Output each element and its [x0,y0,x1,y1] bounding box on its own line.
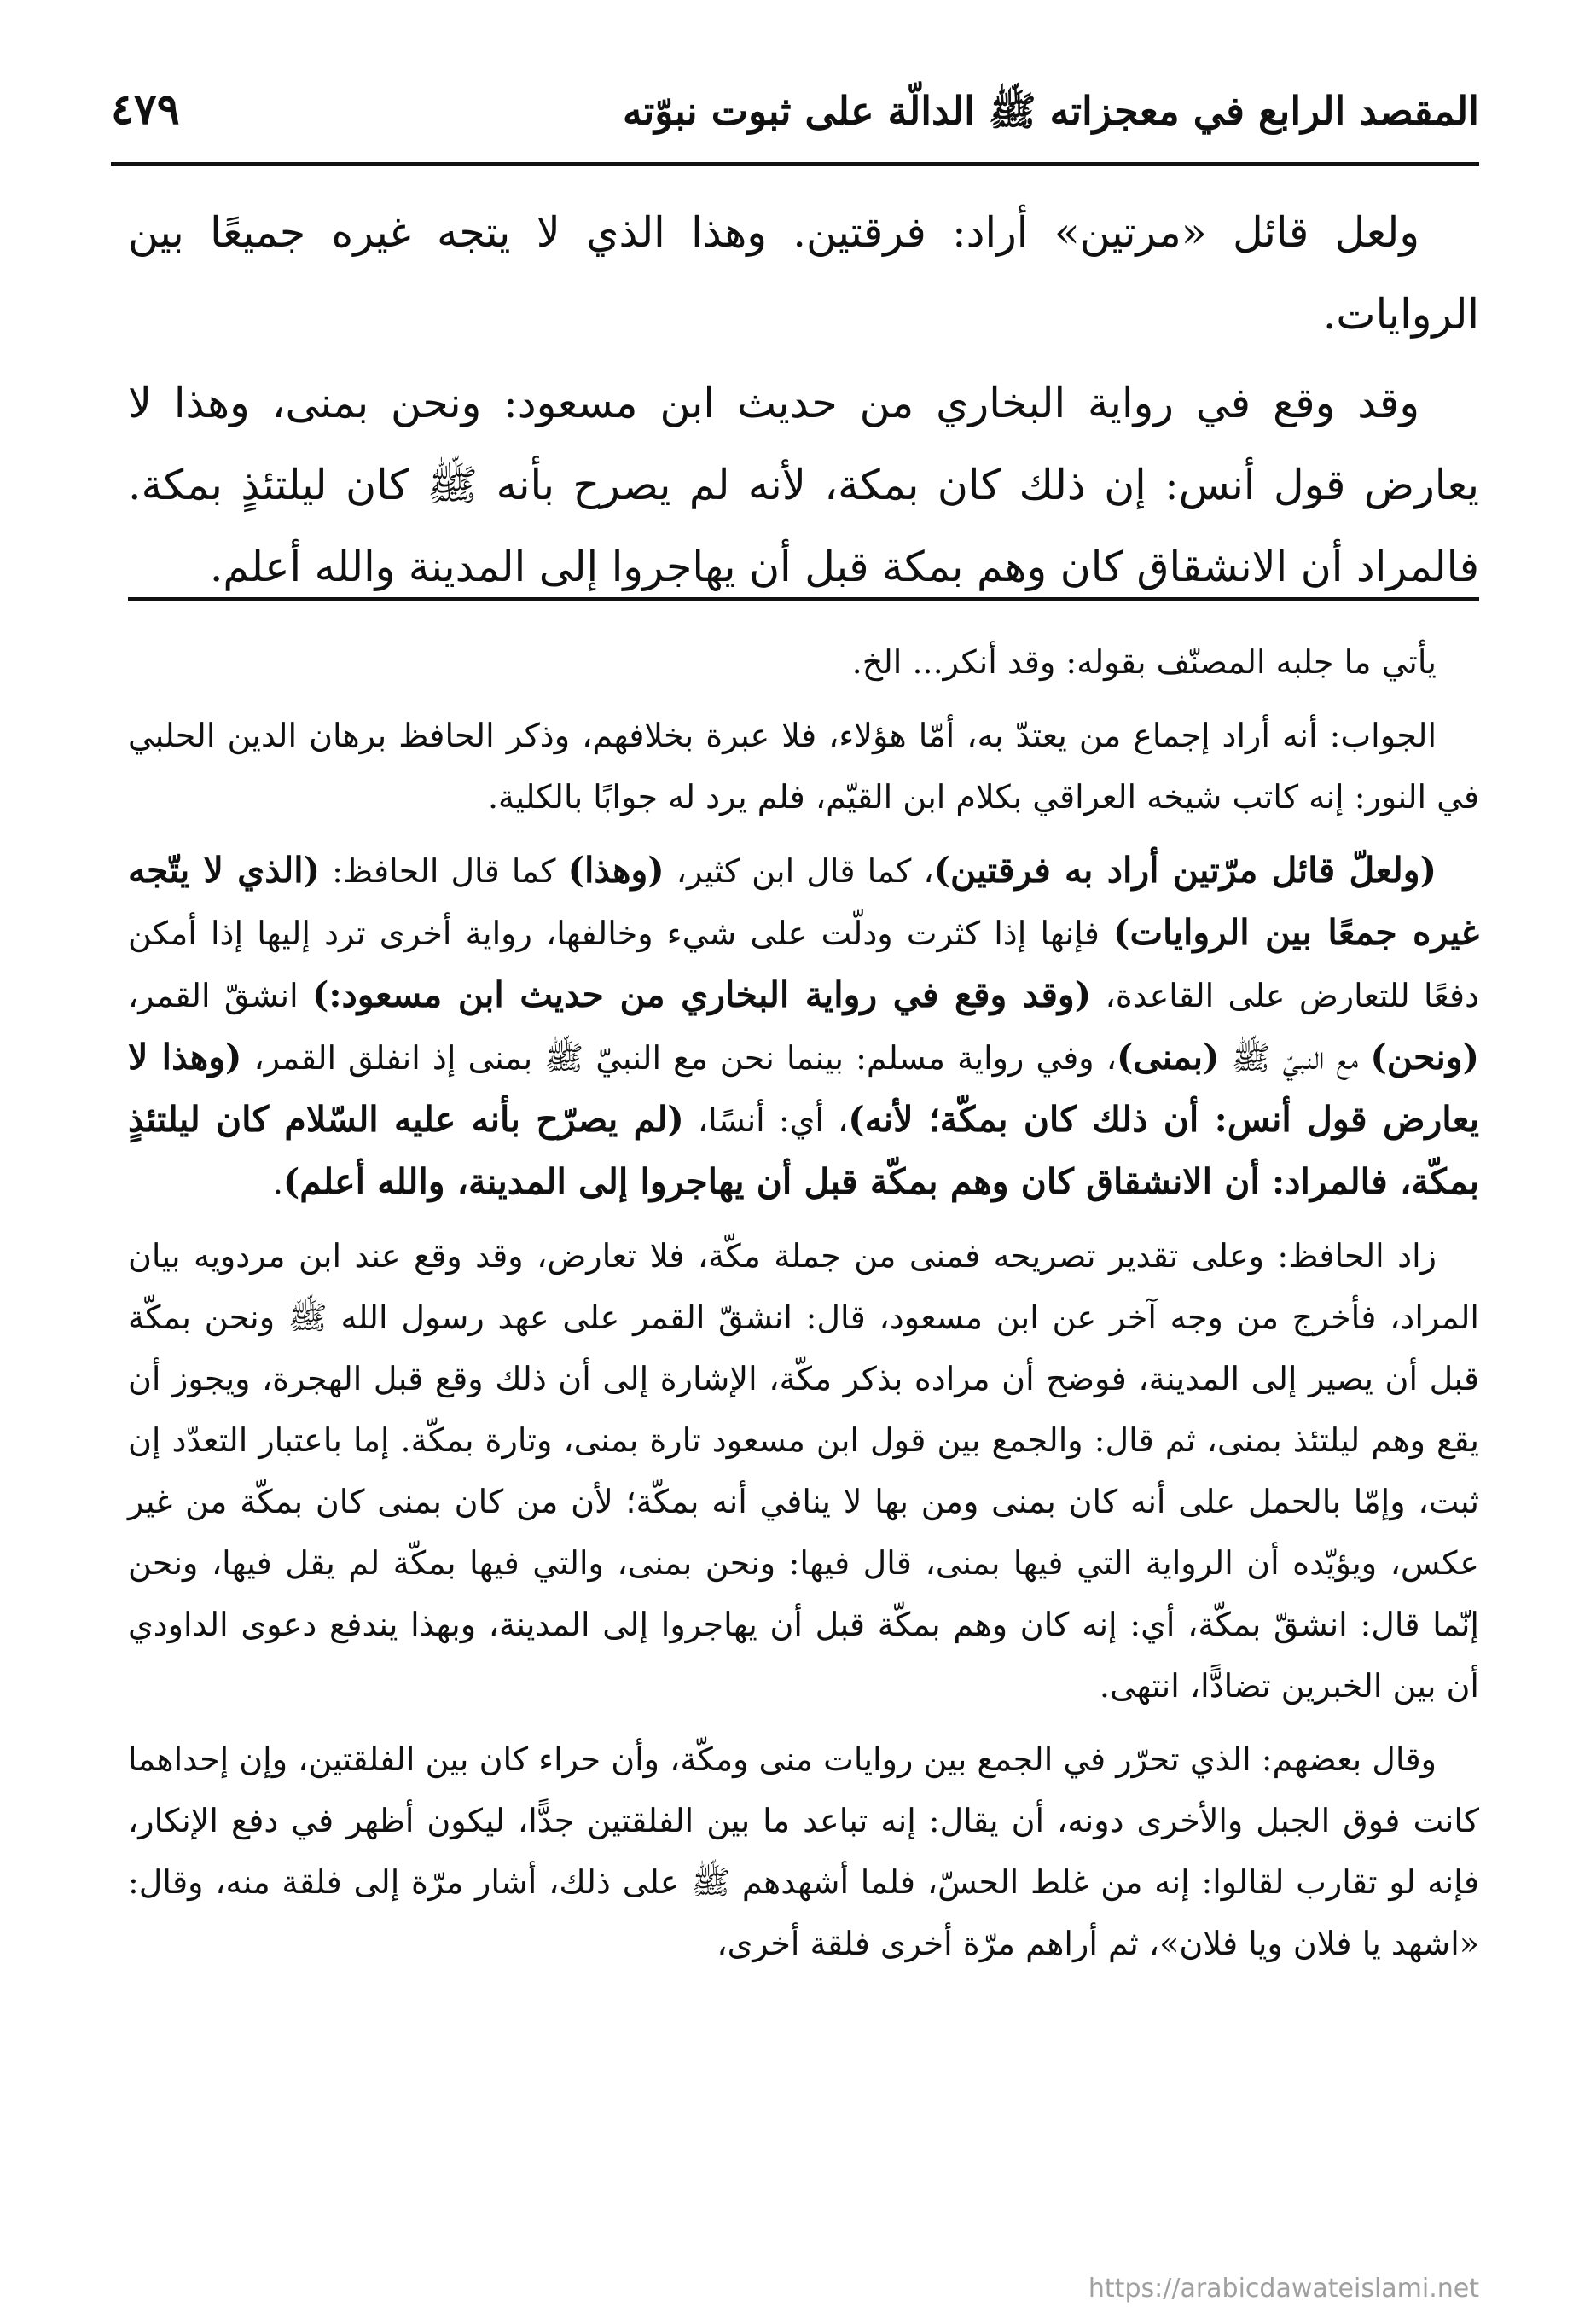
running-title: المقصد الرابع في معجزاته ﷺ الدالّة على ثبوت نبوّته [622,88,1479,134]
commentary-span: مع النبيّ ﷺ [1219,1039,1371,1077]
quoted-matn: (ونحن) [1370,1037,1480,1078]
page-number: ٤٧٩ [111,84,180,134]
quoted-matn: (الذي لا يتّجه غيره جمعًا بين الروايات) [128,850,1479,953]
quoted-matn: (وهذا لا يعارض قول أنس: أن ذلك كان بمكّة؛ لأنه) [128,1037,1479,1140]
quoted-matn: (وهذا) [567,850,665,891]
commentary-text [128,631,1479,1974]
quoted-matn: (لم يصرّح بأنه عليه السّلام كان ليلتئذٍ بمكّة، فالمراد: أن الانشقاق كان وهم بمكّة قبل أن يهاجروا إلى المدينة، والله أعلم) [128,1099,1479,1202]
commentary-span: فإنها إذا كثرت ودلّت على شيء وخالفها، رواية أخرى ترد إليها إذا أمكن دفعًا للتعارض على القاعدة، [128,915,1479,1014]
quoted-matn: (وقد وقع في رواية البخاري من حديث ابن مسعود:) [311,974,1092,1015]
sharh-paragraph-1: يأتي ما جلبه المصنّف بقوله: وقد أنكر... الخ. [851,643,1437,681]
quoted-matn: (ولعلّ قائل مرّتين أراد به فرقتين) [933,850,1437,891]
commentary-span: انشقّ القمر، [128,977,312,1014]
commentary-span: كما قال الحافظ: [320,852,568,890]
quoted-matn: (بمنى) [1117,1037,1220,1078]
commentary-span: ، أي: أنسًا، [683,1101,849,1139]
matn-paragraph-1: ولعل قائل «مرتين» أراد: فرقتين. وهذا الذي لا يتجه غيره جميعًا بين الروايات. [128,208,1479,339]
matn-paragraph-2: وقد وقع في رواية البخاري من حديث ابن مسعود: ونحن بمنى، وهذا لا يعارض قول أنس: إن ذلك كان بمكة، لأنه لم يصرح بأنه ﷺ كان ليلتئذٍ بمكة. فالمراد أن الانشقاق كان وهم بمكة قبل أن يهاجروا إلى المدينة والله أعلم. [128,379,1479,591]
commentary-span: . [272,1164,283,1201]
commentary-span: ، وفي رواية مسلم: بينما نحن مع النبيّ ﷺ بمنى إذ انفلق القمر، [241,1039,1117,1077]
page-header [111,77,1479,154]
section-divider [128,597,1479,601]
sharh-paragraph-2: الجواب: أنه أراد إجماع من يعتدّ به، أمّا هؤلاء، فلا عبرة بخلافهم، وذكر الحافظ برهان الدين الحلبي في النور: إنه كاتب شيخه العراقي بكلام ابن القيّم، فلم يرد له جوابًا بالكلية. [128,717,1479,816]
sharh-paragraph-5: وقال بعضهم: الذي تحرّر في الجمع بين روايات منى ومكّة، وأن حراء كان بين الفلقتين، وإن إحداهما كانت فوق الجبل والأخرى دونه، أن يقال: إنه تباعد ما بين الفلقتين جدًّا، ليكون أظهر في دفع الإنكار، فإنه لو تقارب لقالوا: إنه من غلط الحسّ، فلما أشهدهم ﷺ على ذلك، أشار مرّة إلى فلقة منه، وقال: «اشهد يا فلان ويا فلان»، ثم أراهم مرّة أخرى فلقة أخرى، [128,1740,1479,1962]
main-text [128,192,1479,608]
watermark-url: https://arabicdawateislami.net [1088,2274,1479,2304]
sharh-paragraph-3 [128,840,1479,1213]
header-rule [111,162,1479,166]
sharh-paragraph-4: زاد الحافظ: وعلى تقدير تصريحه فمنى من جملة مكّة، فلا تعارض، وقد وقع عند ابن مردويه بيان المراد، فأخرج من وجه آخر عن ابن مسعود، قال: انشقّ القمر على عهد رسول الله ﷺ ونحن بمكّة قبل أن يصير إلى المدينة، فوضح أن مراده بذكر مكّة، الإشارة إلى أن ذلك وقع قبل الهجرة، ويجوز أن يقع وهم ليلتئذ بمنى، ثم قال: والجمع بين قول ابن مسعود تارة بمنى، وتارة بمكّة. إما باعتبار التعدّد إن ثبت، وإمّا بالحمل على أنه كان بمنى ومن بها لا ينافي أنه بمكّة؛ لأن من كان بمنى كان بمكّة من غير عكس، ويؤيّده أن الرواية التي فيها بمنى، قال فيها: ونحن بمنى، والتي فيها بمكّة لم يقل فيها، ونحن إنّما قال: انشقّ بمكّة، أي: إنه كان وهم بمكّة قبل أن يهاجروا إلى المدينة، وبهذا يندفع دعوى الداودي أن بين الخبرين تضادًّا، انتهى. [128,1237,1479,1705]
commentary-span: ، كما قال ابن كثير، [664,852,934,890]
